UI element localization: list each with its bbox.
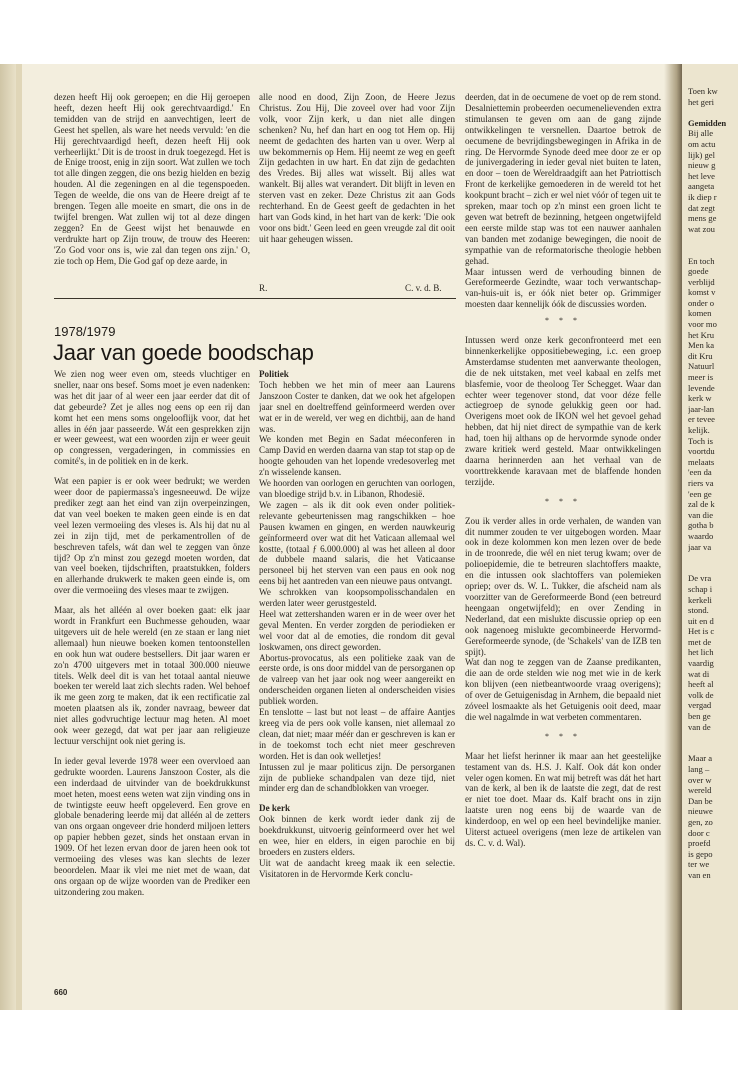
right-page-line: schap i [688, 583, 713, 594]
right-page-line: waardo [688, 530, 714, 541]
paragraph: Maar het liefst herinner ik maar aan het geestelijke testament van ds. H.S. J. Kalf. Ook dát kon onder veler ogen komen. En wat mij betreft was dát het hart van de kerk, al ben ik de laatste die zegt, dat de rest er niet toe doet. Maar ds. Kalf bracht ons in zijn laatste uren nog eens bij de waarde van de kinderdoop, en wel op een heel bevindelijke manier. Uiterst actueel overigens (men leze de artikelen van ds. C. v. d. Wal). [465, 750, 661, 848]
paragraph: Abortus-provocatus, als een politieke zaak van de eerste orde, is ons door middel van de persorganen op de valreep van het jaar ook nog weer aangereikt en onderscheiden organen lieten al onderscheiden visies publiek worden. [259, 652, 455, 707]
signature-right: C. v. d. B. [405, 283, 442, 293]
paragraph: We hoorden van oorlogen en geruchten van oorlogen, van bloedige strijd b.v. in Libanon, Rhodesië. [259, 478, 455, 499]
right-page-line: onder o [688, 297, 715, 308]
right-page-line: om actu [688, 138, 716, 149]
right-page-line: er tevee [688, 414, 715, 425]
section-divider [54, 298, 456, 299]
right-page-line: Dan be [688, 795, 713, 806]
right-page-line: ter we [688, 859, 710, 870]
right-page-line: meer is [688, 372, 714, 383]
right-page-line: jaar-lan [688, 403, 715, 414]
right-page-line: door c [688, 827, 710, 838]
right-page-line: vergad [688, 700, 712, 711]
right-page-line: nieuwe [688, 806, 713, 817]
right-page-line: Men ka [688, 340, 715, 351]
right-page-line: Toen kw [688, 86, 718, 96]
right-page-line: Het is c [688, 626, 715, 637]
right-page-line: kelijk. [688, 425, 710, 435]
section-separator: * * * [545, 731, 581, 741]
paragraph: Maar intussen werd de verhouding binnen de Gereformeerde Gezindte, waar toch verwantschap-van-huis-uit is, er óók niet beter op. Grimmiger moesten daar kennelijk óók de discussies worden. [465, 266, 661, 310]
right-page-line: het Kru [688, 329, 715, 340]
right-page-line [688, 732, 738, 743]
right-page-line: van de [688, 721, 711, 732]
right-page-line: van en [688, 869, 711, 880]
right-page-line: wat zou [688, 223, 715, 234]
article-column-3 [465, 92, 661, 980]
right-page-line [688, 234, 738, 245]
paragraph: Wat dan nog te zeggen van de Zaanse predikanten, die aan de orde stelden wie nog met wie in de kerk kon blijven (een nietbeantwoorde vraag overigens); of over de Getuigenisdag in Arnhem, die bepaald niet zóveel losmaakte als het Getuigenis ooit deed, maar die wel nagalmde in wat verbeten commentaren. [465, 657, 661, 722]
right-page-line: jaar va [688, 541, 712, 552]
paragraph: We konden met Begin en Sadat méeconferen in Camp David en werden daarna van stap tot stap op de hoogte gehouden van het lopende vredesoverleg met z'n wisselende kansen. [259, 434, 455, 478]
right-page-line [688, 245, 738, 256]
paragraph: We schrokken van koopsompolisschandalen en werden later weer gerustgesteld. [259, 587, 455, 609]
article-year: 1978/1979 [54, 324, 116, 339]
right-page-line: van die [688, 509, 714, 520]
section-separator: * * * [545, 496, 581, 506]
right-page-line: riers va [688, 477, 714, 488]
right-page-line: heeft al [688, 679, 714, 690]
right-page-line: zal de k [688, 499, 715, 510]
right-page-line: levende [688, 382, 715, 393]
right-page-line: vaardig [688, 658, 714, 669]
signature-left: R. [259, 283, 268, 293]
right-page-line: mens ge [688, 213, 717, 224]
right-page-line: ik diep r [688, 191, 717, 202]
right-page-line: wat di [688, 668, 710, 679]
page-number: 660 [54, 988, 68, 997]
paragraph: Intussen zul je maar politicus zijn. De persorganen zijn de publieke schandpalen van deze tijd, niet minder erg dan de schandblokken van vroeger. [259, 761, 455, 794]
right-page-line: komen [688, 308, 712, 319]
right-page-line: nieuw g [688, 160, 716, 171]
top-col2-text: alle nood en dood, Zijn Zoon, de Heere Jezus Christus. Zou Hij, Die zoveel over had voor Zijn volk, voor Zijn kerk, u dan niet alle dingen schenken? Nu, hef dan hart en oog tot Hem op. Hij neemt de gedachten des harten van u over. Werp al uw bekommernis op Hem. Hij neemt ze weg en geeft Zijn gedachten in uw hart. En dat zijn de gedachten des Vredes. Bij alles wat wisselt. Bij alles wat wankelt. Bij alles wat verandert. Dit blijft in leven en sterven vast en zeker. Deze Christus zit aan Gods rechterhand. En de Geest geeft de gedachten in het hart van Gods kind, in het hart van de kerk: 'Die ook voor ons bidt.' Geen leed en geen vreugde zal dit ooit uit haar geheugen wissen. [259, 92, 455, 244]
right-page-line: melaats [688, 456, 715, 467]
right-page-line: lijk) gel [688, 149, 715, 160]
right-page-line: het lich [688, 647, 714, 658]
right-page-line: over w [688, 774, 712, 785]
article-title: Jaar van goede boodschap [53, 340, 314, 365]
book-binding [0, 64, 16, 1010]
paragraph: Heel wat zettershanden waren er in de weer over het geval Menten. En verder zorgden de periodieken er wel voor dat al de emoties, die rondom dit geval loskwamen, ons direct geworden. [259, 608, 455, 652]
section-separator: * * * [545, 316, 581, 326]
right-page-line: 'een da [688, 467, 712, 478]
right-page-line: het leve [688, 170, 715, 181]
right-page-line: voor mo [688, 319, 717, 330]
paragraph: Intussen werd onze kerk geconfronteerd met een binnenkerkelijke oppositiebeweging, i.c. een groep Amsterdamse studenten met aanverwante theologen, die de nek uitstaken, met veel kabaal en zelfs met blasfemie, voor de theoloog Ter Schegget. Waar dan echter weer tegenover stond, dat voor déze felle actiegroep de synode gelukkig geen oor had. Overigens moet ook de IKON wel het gevoel gehad hebben, dat hij niet direct de sympathie van de kerk had, toen hij althans op de hervormde synode onder zware kritiek werd gesteld. Maar ontwikkelingen daarna herinnerden aan het verhaal van de voorttrekkende karavaan met de blaffende honden terzijde. [465, 335, 661, 487]
paragraph: deerden, dat in de oecumene de voet op de rem stond. Desalniettemin probeerden oecumenelievenden extra stimulansen te geven om aan de gang zijnde ontwikkelingen te versnellen. Daartoe betrok de oecumene de bevrijdingsbewegingen in Afrika in de ring. De Hervormde Synode deed mee door ze er op de junivergadering in ieder geval niet buiten te laten, en door – toen de Wereldraadgift aan het Patriottisch Front de kerkelijke gemoederen in de wereld tot het kookpunt bracht – zich er wel niet vóór of tegen uit te spreken, maar toch op z'n minst een groen licht te geven wat betreft de bezinning, hetgeen ongetwijfeld een eerste milde stap was tot een nauwer aanhalen van banden met zodanige bewegingen, die nooit de sympathie van de reformatorische theologie hebben gehad. [465, 92, 661, 266]
right-page-line: aangeta [688, 181, 715, 192]
right-page-line: stond. [688, 605, 709, 616]
article-column-1 [54, 369, 250, 979]
right-page-line: De vra [688, 573, 712, 584]
right-page-line: goede [688, 266, 709, 277]
right-page-line: Maar a [688, 753, 713, 764]
right-page-line: ben ge [688, 711, 711, 722]
right-page-column [688, 86, 738, 986]
right-page-line: uit en d [688, 615, 714, 626]
right-page-line: kerk w [688, 393, 712, 404]
right-page-line: En toch [688, 255, 715, 266]
right-page-line: volk de [688, 689, 714, 700]
gutter-shadow [664, 64, 682, 1010]
paragraph: Uit wat de aandacht kreeg maak ik een selectie. Visitatoren in de Hervormde Kerk conclu- [259, 857, 455, 879]
right-page-line: Natuurl [688, 361, 715, 372]
right-page-line: komst v [688, 287, 716, 298]
right-page-line: lang – [688, 764, 710, 774]
article-column-2 [259, 369, 455, 979]
right-page-line: dit Kru [688, 350, 713, 361]
paragraph: We zien nog weer even om, steeds vluchtiger en sneller, naar ons besef. Soms moet je even nadenken: was het dit jaar of al weer een jaar eerder dat dit of dat gebeurde? Zet je alles nog eens op een rij dan komt het een mens soms ongelooflijk voor, dat het alles in één jaar passeerde. Wát een gesprekken zijn er weer geweest, wat een woorden zijn er weer geuit op congressen, vergaderingen, in commissies en comité's, in de politiek en in de kerk. [54, 369, 250, 467]
paragraph: En tenslotte – last but not least – de affaire Aantjes kreeg via de pers ook volle kansen, niet allemaal zo clean, dat niet; maar méér dan er geschreven is kan er in de toekomst toch echt niet meer geschreven worden. Het is dan ook welletjes! [259, 707, 455, 761]
right-page-line: gotha b [688, 520, 714, 531]
paragraph: Ook binnen de kerk wordt ieder dank zij de boekdrukkunst, uitvoerig geïnformeerd over het wel en wee, hier en elders, in eigen parochie en bij broeders en zusters elders. [259, 814, 455, 857]
right-page-line: Gemidden [688, 117, 727, 128]
right-page-line [688, 563, 738, 574]
paragraph: In ieder geval leverde 1978 weer een overvloed aan gedrukte woorden. Laurens Janszoon Coster, als die een inderdaad de uitvinder van de boekdrukkunst moet heten, moest eens weten wat zijn vinding ons in de twintigste eeuw heeft opgeleverd. Een grove en globale benadering leerde mij dat alléén al de zetters van ons orgaan ongeveer drie honderd miljoen letters op papier hebben gezet, sinds het onstaan ervan in 1909. Of het lezen ervan door de jaren heen ook tot vermoeiing des vleses was kan slechts de lezer beoordelen. Maar ik vlei me niet met de waan, dat ons orgaan op de wijze woorden van de Prediker een uitzondering zou maken. [54, 755, 250, 897]
right-page-line: voortdu [688, 446, 715, 457]
right-page-line: proefd [688, 838, 711, 849]
right-page-line: wereld [688, 785, 712, 796]
paragraph: Toch hebben we het min of meer aan Laurens Janszoon Coster te danken, dat we ook het afgelopen jaar snel en doeltreffend geïnformeerd werden over wat er in de wereld, ver weg en dichtbij, aan de hand was. [259, 379, 455, 434]
paragraph: Zou ik verder alles in orde verhalen, de wanden van dit nummer zouden te ver uitgebogen worden. Maar ook in deze kolommen kon men lezen over de bede in de troonrede, die wél en niet terug kwam; over de polioepidemie, die te betreuren slachtoffers maakte, en die intussen ook slachtoffers van polemieken opriep; over ds. W. L. Tukker, die afscheid nam als voorzitter van de Gereformeerde Bond (een betreurd heengaan ongetwijfeld); en over Zending in Nederland, dat een mislukte discussie opriep op een ook nagenoeg mislukte gecombineerde Hervormd-Gereformeerde synode, (de 'Schakels' van de IZB ten spijt). [465, 515, 661, 657]
right-page-line: 'een ge [688, 488, 712, 499]
paragraph: Maar, als het alléén al over boeken gaat: elk jaar wordt in Frankfurt een Buchmesse gehouden, waar uitgevers uit de hele wereld (en ze staan er lang niet allemaal) hun nieuwe boeken komen tentoonstellen en ook hun wat oudere bestsellers. Dit jaar waren er zo'n 4700 uitgevers met in totaal 300.000 nieuwe titels. Welk deel dit is van het totaal aantal nieuwe boeken ter wereld laat zich slechts raden. Wel behoef ik me geen zorg te maken, dat ik een rectificatie zal moeten plaatsen als ik, zonder navraag, beweer dat niet alles godvruchtige lectuur mag heten. Al moet ook weer gezegd, dat wat per jaar aan religieuze lectuur verschijnt ook niet gering is. [54, 605, 250, 746]
right-page-line: Bij alle [688, 128, 714, 139]
paragraph: Wat een papier is er ook weer bedrukt; we werden weer door de papiermassa's ingesneeuwd. De wijze prediker zegt aan het eind van zijn overpeinzingen, dat van veel boeken te maken geen einde is en dat veel lezen vermoeiing des vleses is. Als hij dat nu al zei in zijn tijd, met de perkamentrollen of de beschreven tafels, wát dan wel te zeggen van önze tijd? Op z'n minst zou gezegd moeten worden, dat van veel boeken, tijdschriften, praatstukken, folders en allerhande drukwerk te maken geen einde is, om over die vermoeiing des vleses maar te zwijgen. [54, 476, 250, 596]
right-page-line [688, 743, 738, 754]
top-column-1 [54, 92, 250, 298]
right-page-line: het geri [688, 96, 715, 107]
right-page-line [688, 107, 738, 118]
right-page-line: Toch is [688, 435, 713, 446]
top-column-2 [259, 92, 455, 272]
right-page-line: is gepo [688, 848, 713, 859]
right-page-line: gen, zo [688, 816, 713, 827]
paragraph: We zagen – als ik dit ook even onder politiek-relevante gebeurtenissen mag rangschikken – hoe Pausen kwamen en gingen, en werden nauwkeurig geïnformeerd over wat dit het Vaticaan allemaal wel kostte, (totaal ƒ 6.000.000) al was het alleen al door de dubbele maand salaris, die het Vaticaanse personeel bij het sterven van een paus en ook nog eens bij het aantreden van een nieuwe paus ontvangt. [259, 499, 455, 587]
right-page-line: met de [688, 636, 712, 647]
section-heading-politiek: Politiek [259, 369, 289, 379]
right-page-line: verblijd [688, 276, 715, 287]
right-page-line [688, 552, 738, 563]
section-heading-de-kerk: De kerk [259, 803, 291, 814]
right-page-line: dat zegt [688, 202, 715, 213]
right-page-line: kerkeli [688, 594, 712, 605]
top-col1-text: dezen heeft Hij ook geroepen; en die Hij geroepen heeft, dezen heeft Hij ook gerechtvaardigd.' En temidden van de strijd en aanvechtigen, leert de Geest het spellen, als ware het needs vervuld: 'en die Hij gerechtvaardigd heeft, dezen heeft Hij ook verheerlijkt.' Dit is de troost in druk toegezegd. Het is de Enige troost, enig in zijn soort. Wat zullen we toch tot alle dingen zeggen, die ons bezig hielden en bezig houden. Al die zegeningen en al die tegenspoeden. Tegen de weelde, die ons van de Heere dreigt af te brengen. Tegen alle moeite en smart, die ons in de twijfel brengen. Wat zullen wij tot al deze dingen zeggen? En de Geest wijst het benauwde en verdrukte hart op Zijn trouw, de trouw des Heeren: 'Zo God voor ons is, wie zal dan tegen ons zijn.' O, zie toch op Hem, Die God gaf op deze aarde, in [54, 92, 250, 266]
